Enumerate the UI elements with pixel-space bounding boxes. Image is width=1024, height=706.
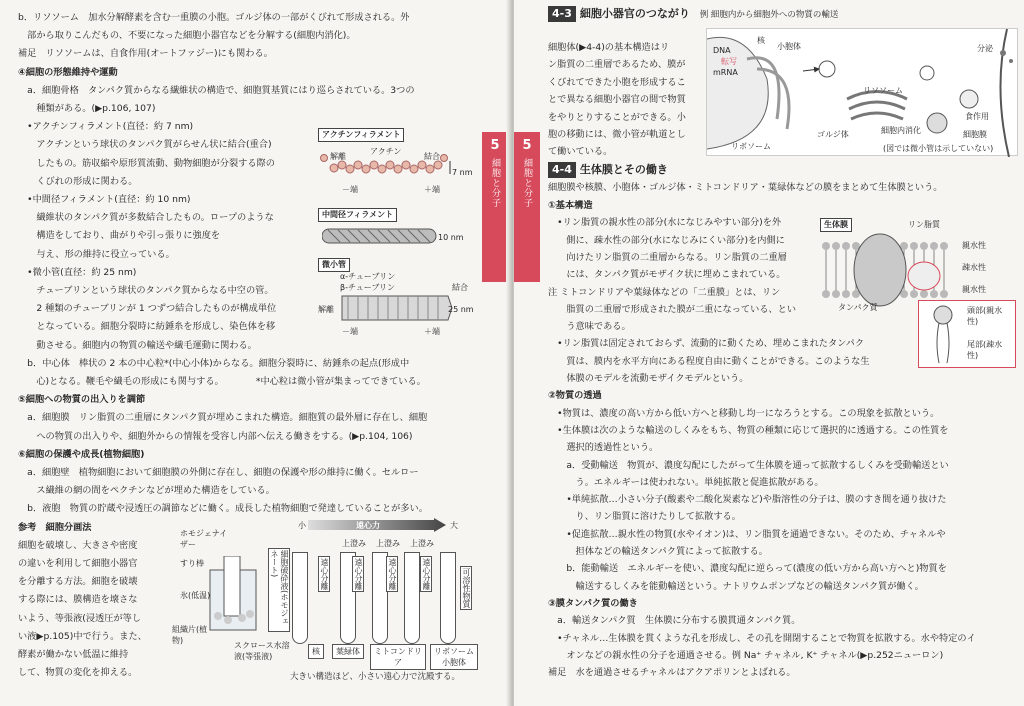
left-text-line-21: ⑤細胞への物質の出入りを調節	[18, 394, 146, 406]
right-text-line-20: 担体などの輸送タンパク質によって拡散する。	[548, 546, 768, 557]
tube-5	[440, 552, 456, 644]
supernatant-1: 上澄み	[342, 539, 366, 548]
fig-transcription: 転写	[721, 57, 737, 66]
left-text-line-9: くびれの形成に関わる。	[18, 175, 138, 187]
left-text-line-17: となっている。細胞分裂時に紡錘糸を形成し、染色体を移	[18, 321, 276, 333]
right-text-line-18: り、リン脂質に溶けたりして拡散する。	[548, 511, 741, 523]
force-label: 遠心力	[356, 521, 380, 530]
right-text-line-21: b．能動輸送 エネルギーを使い、濃度勾配に逆らって(濃度の低い方から高い方へと)物質を	[548, 563, 947, 575]
fig-ribosome: リボソーム	[731, 142, 771, 151]
right-text-line-26: オンなどの親水性の分子を通過させる。例 Na⁺ チャネル, K⁺ チャネル(▶p.252ニューロン)	[548, 649, 944, 661]
phospholipid-diagram	[923, 303, 963, 367]
fig-nucleus: 核	[757, 36, 765, 45]
force-large-label: 大	[450, 521, 458, 530]
right-text-line-13: •生体膜は次のような輸送のしくみをもち、物質の種類に応じて選択的に透過する。この性質を	[548, 424, 949, 436]
right-text-line-5: 注 ミトコンドリアや葉緑体などの「二重膜」とは、リン	[548, 286, 781, 298]
chapter-number: 5	[490, 138, 500, 153]
actin-minus-end: －端	[342, 185, 358, 194]
right-text-line-0: ①基本構造	[548, 200, 593, 211]
membrane-fig-hydrophilic: 親水性	[962, 241, 986, 250]
left-text-line-19: b．中心体 棒状の 2 本の中心粒*(中心小体)からなる。細胞分裂時に、紡錘糸の起点(形成中	[18, 357, 410, 369]
actin-dissociation-label: 解離	[330, 152, 346, 161]
beta-tubulin-label: β-チューブリン	[340, 283, 396, 292]
chapter-tab-right[interactable]	[514, 132, 540, 282]
microtubule-dissociation-label: 解離	[318, 305, 334, 314]
left-text-line-12: 構造をしており、曲がりや引っ張りに強度を	[18, 230, 221, 242]
section-4-4-heading	[548, 162, 668, 178]
left-text-line-24: ⑥細胞の保護や成長(植物細胞)	[18, 448, 145, 460]
sec43-text-line-1: ン脂質の二重層であるため、膜が	[548, 59, 686, 71]
sediment-ribosome: リボソーム小胞体	[430, 644, 478, 670]
left-text-line-5: 種類がある。(▶p.106, 107)	[18, 103, 156, 114]
left-text-line-32: する際には、膜構造を壊さな	[18, 594, 138, 606]
right-text-line-7: う意味である。	[548, 321, 631, 333]
left-text-line-36: して、物質の変化を抑える。	[18, 667, 138, 679]
supernatant-3: 上澄み	[410, 539, 434, 548]
separation-1: 遠心分離	[320, 558, 329, 590]
membrane-fig-lipid: リン脂質	[908, 220, 940, 229]
right-text-line-8: •リン脂質は固定されておらず、流動的に動くため、埋めこまれたタンパク	[548, 338, 865, 350]
membrane-fig-tail: 尾部(疎水性)	[967, 340, 1003, 360]
left-text-line-22: a．細胞膜 リン脂質の二重層にタンパク質が埋めこまれた構造。細胞質の最外層に存在し、細胞	[18, 412, 428, 424]
sediment-chloroplast: 葉緑体	[332, 644, 364, 659]
separation-4: 遠心分離	[422, 558, 431, 590]
tissue-label: 組織片(植物)	[172, 625, 208, 645]
right-text-line-15: a．受動輸送 物質が、濃度勾配にしたがって生体膜を通って拡散するしくみを受動輸送とい	[548, 459, 949, 471]
fig-lysosome: リソソーム	[863, 86, 903, 95]
membrane-fig-protein: タンパク質	[838, 303, 878, 312]
sediment-mitochondria: ミトコンドリア	[370, 644, 426, 670]
right-text-line-25: •チャネル…生体膜を貫くような孔を形成し、その孔を開閉することで物質を拡散する。水や特定のイ	[548, 632, 976, 644]
sec43-text-line-5: 胞の移動には、微小管が軌道とし	[548, 129, 686, 140]
right-text-line-27: 補足 水を通過させるチャネルはアクアポリンとよばれる。	[548, 667, 796, 679]
microtubule-minus-end: －端	[342, 327, 358, 336]
actin-plus-end: ＋端	[424, 185, 440, 194]
microtubule-diagram	[338, 290, 458, 324]
section-4-4-intro: 細胞膜や核膜、小胞体・ゴルジ体・ミトコンドリア・葉緑体などの膜をまとめて生体膜という。	[548, 182, 943, 193]
microtubule-diameter: 25 nm	[448, 305, 474, 314]
homogenizer-label: ホモジェナイザー	[180, 529, 228, 549]
left-text-line-28: 参考 細胞分画法	[18, 521, 92, 533]
fig-dna: DNA	[713, 46, 731, 55]
membrane-fig-hydrophobic: 疎水性	[962, 263, 986, 272]
left-page	[0, 0, 510, 706]
left-text-line-1: 部から取りこんだもの、不要になった細胞小器官などを分解する(細胞内消化)。	[18, 30, 356, 42]
left-text-line-2: 補足 リソソームは、自食作用(オートファジー)にも関わる。	[18, 48, 273, 60]
sec43-text-line-2: くびれてできた小胞を形成するこ	[548, 76, 686, 88]
microtubule-bind-label: 結合	[452, 283, 468, 292]
membrane-fig-head: 頭部(親水性)	[967, 306, 1003, 326]
right-text-line-24: a．輸送タンパク質 生体膜に分布する膜貫通タンパク質。	[548, 615, 801, 627]
left-text-line-11: 繊維状のタンパク質が多数結合したもの。ロープのような	[18, 212, 274, 224]
section-4-4-title: 生体膜とその働き	[579, 163, 668, 176]
fig-phagocytosis: 食作用	[965, 112, 989, 121]
right-text-line-4: には、タンパク質がモザイク状に埋めこまれている。	[548, 269, 786, 281]
fig-golgi: ゴルジ体	[817, 130, 849, 139]
chapter-label: 細胞と分子	[490, 158, 500, 208]
left-text-line-30: の違いを利用して細胞小器官	[18, 558, 138, 569]
left-text-line-23: への物質の出入りや、細胞外からの情報を受容し内部へ伝える働きをする。(▶p.104, 106)	[18, 430, 413, 442]
left-text-line-8: したもの。筋収縮や原形質流動、動物細胞が分裂する際の	[18, 157, 275, 169]
sediment-nucleus: 核	[308, 644, 324, 659]
separation-3: 遠心分離	[388, 558, 397, 590]
right-text-line-17: •単純拡散…小さい分子(酸素や二酸化炭素など)や脂溶性の分子は、膜のすき間を通り抜けた	[548, 494, 947, 506]
fig-er: 小胞体	[777, 42, 801, 51]
tube-4	[404, 552, 420, 644]
right-text-line-10: 体膜のモデルを流動モザイクモデルという。	[548, 373, 749, 384]
left-text-line-7: アクチンという球状のタンパク質がらせん状に結合(重合)	[18, 139, 272, 151]
section-4-3-title: 細胞小器官のつながり	[579, 7, 690, 20]
fig-digestion: 細胞内消化	[881, 126, 921, 135]
right-text-line-9: 質は、膜内を水平方向にある程度自由に動くことができる。このような生	[548, 355, 870, 367]
organelle-network-figure	[706, 28, 1018, 156]
chapter-label-right: 細胞と分子	[522, 158, 532, 208]
homogenate-label: 細胞破砕液(ホモジェネート)	[268, 548, 290, 632]
membrane-fig-hydrophilic-2: 親水性	[962, 285, 986, 294]
left-text-line-25: a．細胞壁 植物細胞において細胞膜の外側に存在し、細胞の保護や形の維持に働く。セルロー	[18, 467, 419, 478]
fig-mrna: mRNA	[713, 68, 738, 77]
left-text-line-20: 心)となる。鞭毛や繊毛の形成にも関与する。 *中心粒は微小管が集まってできている。	[18, 376, 426, 387]
actin-bind-label: 結合	[424, 152, 440, 161]
sec43-text-line-3: とで異なる細胞小器官の間で物質	[548, 94, 686, 106]
beaker-diagram	[206, 556, 266, 636]
left-text-line-35: 酵素が働かない低温に維持	[18, 649, 129, 660]
left-text-line-34: い液▶p.105)中で行う。また、	[18, 630, 147, 642]
fractionation-caption: 大きい構造ほど、小さい遠心力で沈殿する。	[290, 672, 461, 682]
actin-diameter: 7 nm	[452, 168, 473, 177]
section-4-3-example: 例 細胞内から細胞外への物質の輸送	[699, 10, 839, 20]
right-text-line-3: 向けたリン脂質の二重層からなる。リン脂質の二重層	[548, 251, 787, 263]
supernatant-2: 上澄み	[376, 539, 400, 548]
right-text-line-11: ②物質の透過	[548, 390, 602, 402]
sucrose-label: スクロース水溶液(等張液)	[234, 641, 290, 661]
intermediate-diameter: 10 nm	[438, 233, 464, 242]
right-text-line-6: 脂質の二重層で形成された膜が二重になっている、とい	[548, 303, 797, 315]
left-text-line-3: ④細胞の形態維持や運動	[18, 66, 118, 78]
fig-membrane: 細胞膜	[963, 130, 987, 139]
actin-label: アクチン	[370, 147, 402, 156]
left-text-line-27: b．液胞 物質の貯蔵や浸透圧の調節などに働く。成長した植物細胞で発達していることが多い。	[18, 503, 428, 515]
sec43-text-line-4: をやりとりすることができる。小	[548, 111, 686, 123]
right-text-line-23: ③膜タンパク質の働き	[548, 597, 638, 609]
left-text-line-16: 2 種類のチューブリンが 1 つずつ結合したものが構成単位	[18, 303, 277, 315]
right-text-line-2: 側に、疎水性の部分(水になじみにくい部分)を内側に	[548, 234, 785, 246]
sec43-text-line-0: 細胞体(▶4-4)の基本構造はリ	[548, 42, 670, 53]
soluble-label: 可溶性物質	[462, 568, 471, 608]
intermediate-figure-title: 中間径フィラメント	[318, 208, 397, 222]
alpha-tubulin-label: α-チューブリン	[340, 272, 396, 281]
right-text-line-14: 選択的透過性という。	[548, 442, 659, 454]
right-text-line-22: 輸送するしくみを能動輸送という。ナトリウムポンプなどの輸送タンパク質が働く。	[548, 580, 924, 592]
left-text-line-6: •アクチンフィラメント(直径：約 7 nm)	[18, 121, 194, 133]
section-4-4-number: 4-4	[548, 162, 576, 178]
left-text-line-14: •微小管(直径：約 25 nm)	[18, 266, 137, 278]
right-text-line-12: •物質は、濃度の高い方から低い方へと移動し均一になろうとする。この現象を拡散という。	[548, 407, 940, 419]
left-text-line-13: 与え、形の維持に役立っている。	[18, 248, 175, 260]
sec43-text-line-6: て働いている。	[548, 146, 613, 158]
right-text-line-19: •促進拡散…親水性の物質(水やイオン)は、リン脂質を通過できない。そのため、チャネルや	[548, 528, 946, 540]
tube-1	[292, 552, 308, 644]
left-text-line-4: a．細胞骨格 タンパク質からなる繊維状の構造で、細胞質基質にはり巡らされている。3つの	[18, 84, 415, 96]
left-text-line-31: を分離する方法。細胞を破壊	[18, 576, 138, 588]
chapter-number-right: 5	[522, 138, 532, 153]
intermediate-filament-diagram	[322, 226, 442, 248]
fig-secretion: 分泌	[977, 44, 993, 53]
left-text-line-29: 細胞を破壊し、大きさや密度	[18, 539, 138, 551]
left-text-line-26: ス繊維の網の間をペクチンなどが埋めた構造をしている。	[18, 485, 275, 497]
pestle-label: すり棒	[180, 559, 204, 568]
left-text-line-15: チューブリンという球状のタンパク質からなる中空の管。	[18, 285, 274, 296]
chapter-tab-left[interactable]	[482, 132, 508, 282]
section-4-3-heading	[548, 6, 838, 22]
right-text-line-16: う。エネルギーは使われない。単純拡散と促進拡散がある。	[548, 476, 824, 488]
separation-2: 遠心分離	[354, 558, 363, 590]
force-small-label: 小	[298, 521, 306, 530]
right-text-line-1: •リン脂質の親水性の部分(水になじみやすい部分)を外	[548, 217, 782, 229]
left-text-line-33: いよう、等張液(浸透圧が等し	[18, 612, 142, 624]
ice-label: 氷(低温)	[180, 591, 211, 600]
microtubule-figure-title: 微小管	[318, 258, 350, 272]
actin-figure-title: アクチンフィラメント	[318, 128, 404, 142]
left-text-line-18: 動させる。細胞内の物質の輸送や繊毛運動に関わる。	[18, 339, 257, 351]
microtubule-plus-end: ＋端	[424, 327, 440, 336]
left-text-line-0: b．リソソーム 加水分解酵素を含む一重膜の小胞。ゴルジ体の一部がくびれて形成される。外	[18, 12, 410, 23]
left-text-line-10: •中間径フィラメント(直径：約 10 nm)	[18, 194, 191, 205]
membrane-fig-title: 生体膜	[820, 218, 852, 232]
section-4-3-number: 4-3	[548, 6, 576, 22]
fig-note: (図では微小管は示していない)	[883, 144, 994, 153]
phospholipid-zoom-box	[918, 300, 1016, 368]
